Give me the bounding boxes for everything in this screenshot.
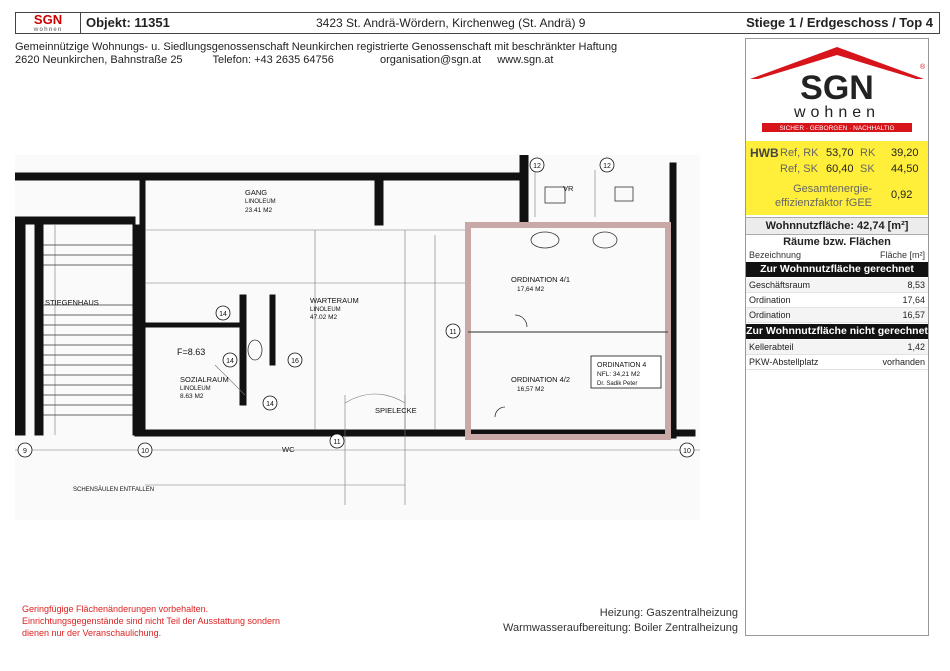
svg-text:10: 10	[683, 448, 691, 455]
plan-label-ordination42: ORDINATION 4/2	[511, 375, 571, 384]
axis-circle	[216, 306, 230, 320]
disclaimer-line-2: Einrichtungsgegenstände sind nicht Teil der Ausstattung sondern	[22, 616, 281, 626]
water-heating: Warmwasseraufbereitung: Boiler Zentralheizung	[503, 622, 738, 634]
col-area: Fläche [m²]	[879, 250, 925, 260]
object-address: 3423 St. Andrä-Wördern, Kirchenweg (St. Andrä) 9	[316, 16, 586, 30]
org-contact	[15, 54, 553, 66]
floor-plan	[15, 155, 700, 520]
svg-text:14: 14	[219, 311, 227, 318]
table-row: Geschäftsraum 8,53	[746, 278, 928, 293]
plan-label-schensaeulen: SCHENSÄULEN ENTFALLEN	[73, 487, 155, 493]
ref-rk-label: Ref, RK	[780, 147, 819, 159]
axis-circle	[600, 158, 614, 172]
logo-text: SGN	[33, 12, 63, 27]
plan-label-gang-area: 23.41 M2	[245, 207, 273, 214]
col-name: Bezeichnung	[749, 250, 802, 260]
sgn-logo-icon	[746, 39, 928, 139]
ref-rk-value: 53,70	[826, 147, 854, 159]
axis-circle	[138, 443, 152, 457]
counted-rows	[746, 278, 928, 323]
axis-circle	[18, 443, 32, 457]
table-row: Kellerabteil 1,42	[746, 340, 928, 355]
energy-box	[746, 141, 928, 215]
sk-value: 44,50	[891, 163, 919, 175]
plan-label-ordination41-area: 17,64 M2	[517, 286, 545, 293]
brand-sub: wohnen	[793, 104, 881, 121]
plan-label-wc: WC	[282, 445, 295, 454]
fgee-label-2: effizienzfaktor fGEE	[774, 197, 872, 209]
svg-text:14: 14	[266, 401, 274, 408]
svg-text:12: 12	[603, 163, 611, 170]
org-web: www.sgn.at	[497, 54, 554, 66]
svg-text:14: 14	[226, 358, 234, 365]
org-phone: Telefon: +43 2635 64756	[212, 54, 334, 66]
rooms-column-headers	[746, 249, 928, 261]
sgn-logo-small	[16, 13, 81, 33]
axis-circle	[446, 324, 460, 338]
sgn-brand-logo	[746, 39, 928, 139]
fgee-label-1: Gesamtenergie-	[793, 183, 872, 195]
axis-circle	[223, 353, 237, 367]
sk-label: SK	[860, 163, 875, 175]
axis-circle	[263, 396, 277, 410]
plan-box-title: ORDINATION 4	[597, 362, 647, 369]
plan-label-sozialraum-area: 8.63 M2	[180, 393, 204, 400]
svg-text:16: 16	[291, 358, 299, 365]
plan-label-sozial-f: F=8.63	[177, 347, 206, 357]
unit-location: Stiege 1 / Erdgeschoss / Top 4	[746, 15, 933, 30]
header-bar	[15, 12, 940, 34]
plan-box-doc: Dr. Sadik Peter	[597, 381, 638, 387]
svg-text:9: 9	[23, 448, 27, 455]
svg-text:10: 10	[141, 448, 149, 455]
plan-label-stiegenhaus: STIEGENHAUS	[45, 298, 99, 307]
section-not-counted: Zur Wohnnutzfläche nicht gerechnet	[746, 325, 928, 337]
table-row: Ordination 16,57	[746, 308, 928, 323]
rk-label: RK	[860, 147, 876, 159]
plan-label-warteraum-area: 47.02 M2	[310, 314, 338, 321]
plan-box-nfl: NFL: 34,21 M2	[597, 371, 640, 378]
plan-label-ordination41: ORDINATION 4/1	[511, 275, 571, 284]
svg-text:11: 11	[449, 329, 457, 336]
heating-type: Heizung: Gaszentralheizung	[599, 607, 738, 619]
org-email: organisation@sgn.at	[380, 54, 482, 66]
org-address: 2620 Neunkirchen, Bahnstraße 25	[15, 54, 183, 66]
disclaimer-line-1: Geringfügige Flächenänderungen vorbehalten.	[22, 604, 209, 614]
fgee-value: 0,92	[891, 189, 913, 201]
axis-circle	[680, 443, 694, 457]
floor-plan-drawing	[15, 155, 700, 520]
disclaimer-line-3: dienen nur der Veranschaulichung.	[22, 628, 162, 638]
brand-registered: ®	[920, 64, 926, 71]
logo-subtext: wohnen	[33, 27, 63, 33]
wohnnutzflaeche: Wohnnutzfläche: 42,74 [m²]	[746, 217, 928, 235]
section-counted: Zur Wohnnutzfläche gerechnet	[746, 262, 928, 277]
plan-label-warteraum-sub: LINOLEUM	[310, 307, 341, 313]
axis-circle	[330, 434, 344, 448]
plan-label-sozialraum-sub: LINOLEUM	[180, 386, 211, 392]
hwb-label: HWB	[750, 146, 779, 160]
table-row: PKW-Abstellplatz vorhanden	[746, 355, 928, 370]
plan-label-gang-sub: LINOLEUM	[245, 199, 276, 205]
heating-info	[400, 606, 738, 636]
plan-label-sozialraum: SOZIALRAUM	[180, 375, 229, 384]
svg-text:11: 11	[333, 439, 341, 446]
plan-label-ordination42-area: 16,57 M2	[517, 386, 545, 393]
svg-text:12: 12	[533, 163, 541, 170]
info-panel	[745, 38, 929, 636]
brand-name: SGN	[800, 69, 874, 107]
org-name: Gemeinnützige Wohnungs- u. Siedlungsgenossenschaft Neunkirchen registrierte Genossenschaft mit beschränkter Haftung	[15, 41, 618, 53]
ref-sk-value: 60,40	[826, 163, 854, 175]
plan-label-warteraum: WARTERAUM	[310, 296, 359, 305]
plan-label-vr: VR	[563, 184, 574, 193]
rooms-table	[746, 235, 928, 370]
ref-sk-label: Ref, SK	[780, 163, 818, 175]
brand-tagline: SICHER · GEBORGEN · NACHHALTIG	[779, 125, 895, 132]
plan-label-gang: GANG	[245, 188, 268, 197]
not-counted-rows	[746, 340, 928, 370]
axis-circle	[530, 158, 544, 172]
objekt-number: Objekt: 11351	[86, 15, 170, 30]
plan-label-spielecke: SPIELECKE	[375, 406, 417, 415]
rooms-title: Räume bzw. Flächen	[783, 236, 891, 248]
rk-value: 39,20	[891, 147, 919, 159]
axis-circle	[288, 353, 302, 367]
disclaimer	[22, 603, 280, 639]
table-row: Ordination 17,64	[746, 293, 928, 308]
